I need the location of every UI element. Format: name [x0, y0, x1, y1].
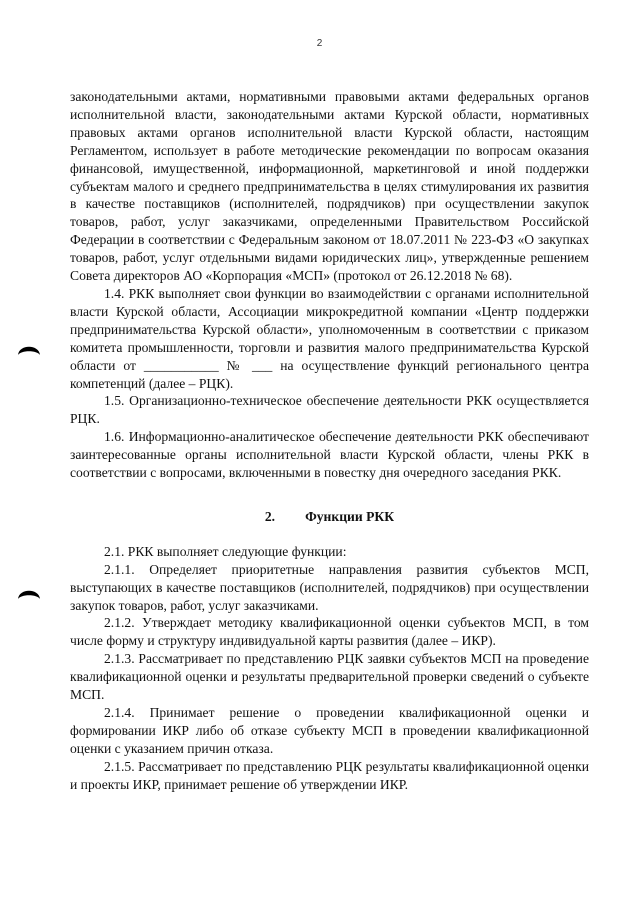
paragraph-2-1-2: 2.1.2. Утверждает методику квалификационной оценки субъектов МСП, в том числе форму и структуру индивидуальной карты развития (далее – ИКР). — [70, 615, 589, 649]
paragraph-1-6: 1.6. Информационно-аналитическое обеспечение деятельности РКК обеспечивают заинтересованные органы исполнительной власти Курской области, члены РКК в соответствии с вопросами, включенными в повестку дня очередного заседания РКК. — [70, 429, 589, 481]
paragraph-2-1-5: 2.1.5. Рассматривает по представлению РЦК результаты квалификационной оценки и проекты ИКР, принимает решение об утверждении ИКР. — [70, 758, 589, 792]
punch-hole-mark — [17, 340, 41, 356]
paragraph-continuation: законодательными актами, нормативными правовыми актами федеральных органов исполнительной власти, законодательными актами Курской области, нормативных правовых актами органов исполнительной власти Курской области, настоящим Регламентом, использует в работе методические рекомендации по вопросам оказания финансовой, имущественной, информационной, маркетинговой и иной поддержки субъектам малого и среднего предпринимательства в целях стимулирования их развития в качестве поставщиков (исполнителей, подрядчиков) при осуществлении закупок товаров, работ, услуг заказчиками, определенными Правительством Российской Федерации в соответствии с Федеральным законом от 18.07.2011 № 223-ФЗ «О закупках товаров, работ, услуг отдельными видами юридических лиц», утвержденные решением Совета директоров АО «Корпорация «МСП» (протокол от 26.12.2018 № 68). — [70, 89, 589, 284]
punch-hole-mark — [17, 584, 41, 600]
section-number: 2. — [264, 508, 276, 524]
paragraph-2-1-3: 2.1.3. Рассматривает по представлению РЦК заявки субъектов МСП на проведение квалификационной оценки и результаты предварительной проверки сведений о субъекте МСП. — [70, 651, 589, 703]
paragraph-2-1-4: 2.1.4. Принимает решение о проведении квалификационной оценки и формировании ИКР либо об отказе субъекту МСП в проведении квалификационной оценки с указанием причин отказа. — [70, 705, 589, 756]
paragraph-1-4: 1.4. РКК выполняет свои функции во взаимодействии с органами исполнительной власти Курской области, Ассоциации микрокредитной компании «Центр поддержки предпринимательства Курской области», уполномоченным в соответствии с приказом комитета промышленности, торговли и развития малого предпринимательства Курской области от ___________ № ___ на осуществление функций регионального центра компетенций (далее – РЦК). — [70, 285, 589, 391]
section-heading — [70, 508, 589, 526]
document-body — [70, 88, 589, 794]
page-number: 2 — [316, 38, 323, 49]
paragraph-2-1: 2.1. РКК выполняет следующие функции: — [104, 543, 347, 559]
paragraph-1-5: 1.5. Организационно-техническое обеспечение деятельности РКК осуществляется РЦК. — [70, 393, 589, 427]
section-title: Функции РКК — [305, 508, 395, 524]
paragraph-2-1-1: 2.1.1. Определяет приоритетные направления развития субъектов МСП, выступающих в качестве поставщиков (исполнителей, подрядчиков) при осуществлении закупок товаров, работ, услуг заказчиками. — [70, 561, 589, 613]
